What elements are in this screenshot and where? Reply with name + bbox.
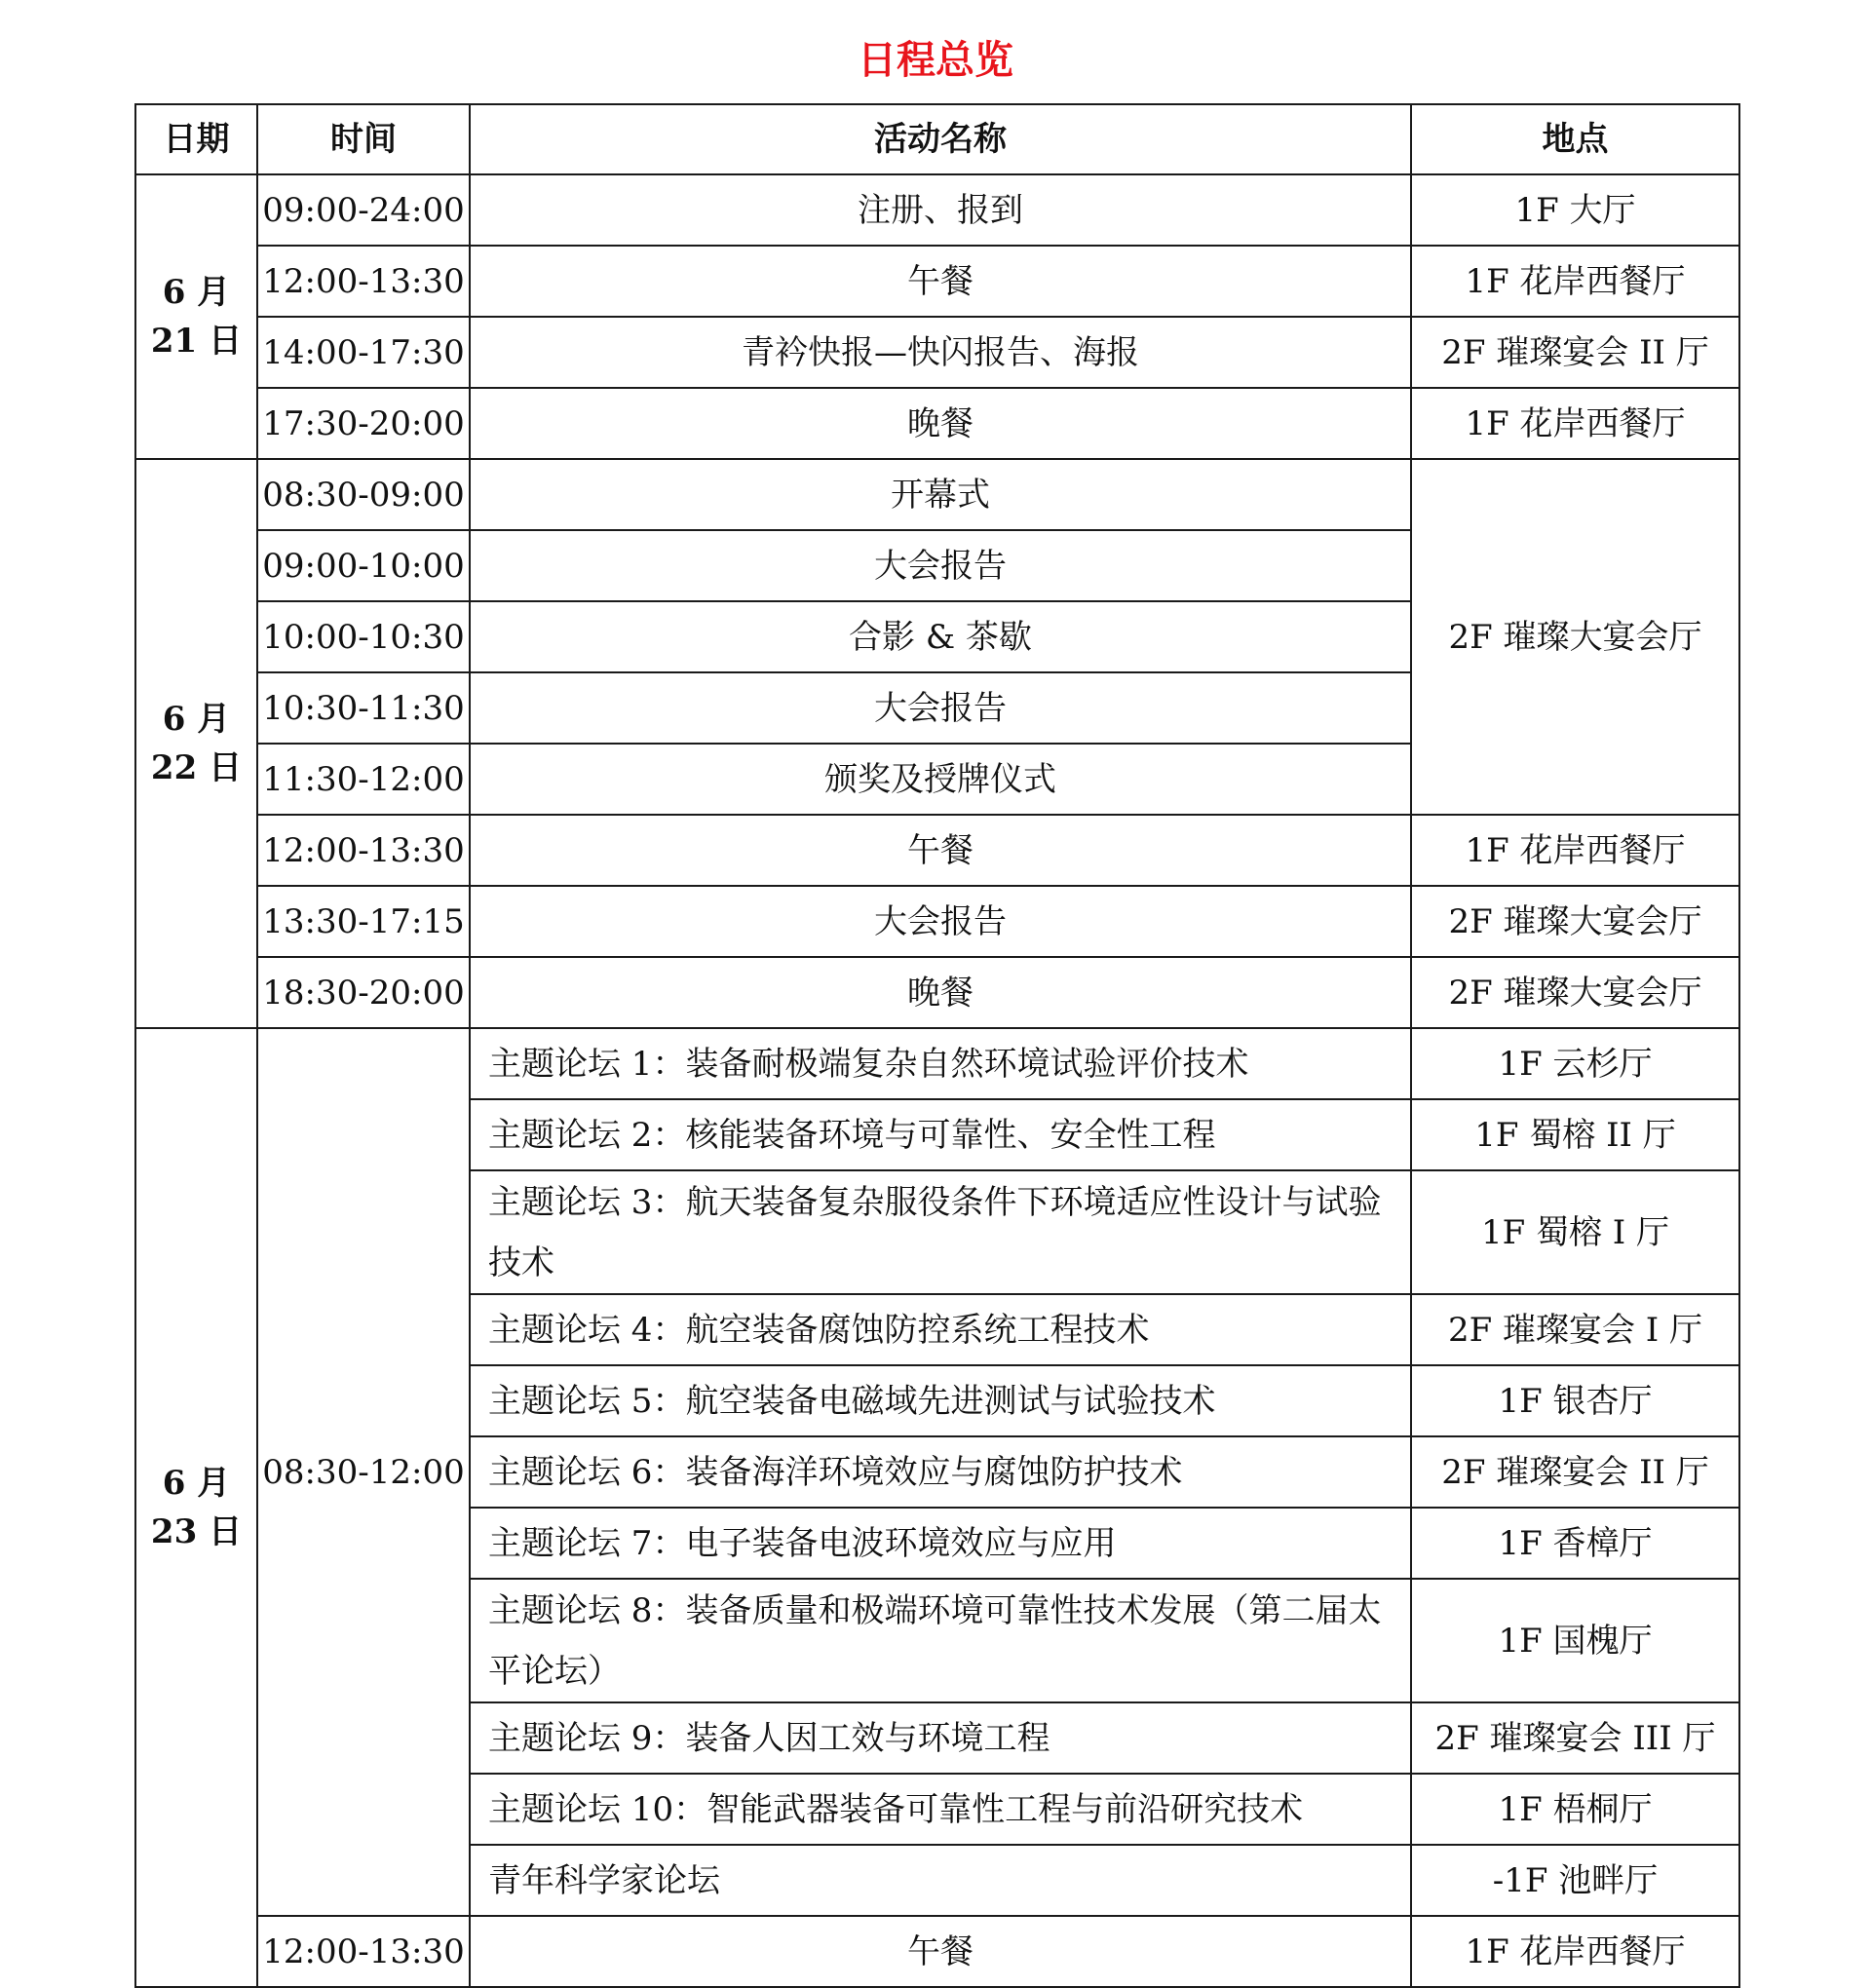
location-cell: 1F 大厅 xyxy=(1411,174,1739,246)
activity-cell: 晚餐 xyxy=(470,388,1411,459)
location-cell: 2F 璀璨宴会 I 厅 xyxy=(1411,1294,1739,1365)
activity-cell: 午餐 xyxy=(470,246,1411,317)
location-cell: 2F 璀璨宴会 II 厅 xyxy=(1411,317,1739,388)
time-cell: 14:00-17:30 xyxy=(257,317,470,388)
location-cell: 1F 银杏厅 xyxy=(1411,1365,1739,1436)
activity-cell: 主题论坛 1：装备耐极端复杂自然环境试验评价技术 xyxy=(470,1028,1411,1099)
date-month: 6 月 xyxy=(162,700,231,739)
date-cell-day2 xyxy=(135,459,257,1028)
location-cell: 2F 璀璨宴会 III 厅 xyxy=(1411,1702,1739,1774)
activity-cell: 午餐 xyxy=(470,1916,1411,1987)
activity-cell: 开幕式 xyxy=(470,459,1411,530)
table-row xyxy=(135,174,1739,246)
activity-cell: 主题论坛 9：装备人因工效与环境工程 xyxy=(470,1702,1411,1774)
header-time: 时间 xyxy=(257,104,470,174)
table-row xyxy=(135,886,1739,957)
time-cell: 08:30-12:00 xyxy=(257,1028,470,1916)
activity-cell: 大会报告 xyxy=(470,672,1411,744)
table-row xyxy=(135,317,1739,388)
location-cell: 1F 花岸西餐厅 xyxy=(1411,388,1739,459)
location-cell: 1F 云杉厅 xyxy=(1411,1028,1739,1099)
time-cell: 17:30-20:00 xyxy=(257,388,470,459)
date-day: 22 日 xyxy=(150,748,243,787)
time-cell: 10:00-10:30 xyxy=(257,601,470,672)
activity-cell: 青衿快报—快闪报告、海报 xyxy=(470,317,1411,388)
date-day: 23 日 xyxy=(150,1512,243,1551)
time-cell: 12:00-13:30 xyxy=(257,246,470,317)
location-cell: 1F 蜀榕 I 厅 xyxy=(1411,1170,1739,1294)
time-cell: 08:30-09:00 xyxy=(257,459,470,530)
activity-cell: 主题论坛 5：航空装备电磁域先进测试与试验技术 xyxy=(470,1365,1411,1436)
activity-cell: 主题论坛 2：核能装备环境与可靠性、安全性工程 xyxy=(470,1099,1411,1170)
table-row xyxy=(135,1916,1739,1987)
activity-cell: 大会报告 xyxy=(470,530,1411,601)
time-cell: 11:30-12:00 xyxy=(257,744,470,815)
location-cell: 1F 花岸西餐厅 xyxy=(1411,1916,1739,1987)
activity-cell: 午餐 xyxy=(470,815,1411,886)
table-row xyxy=(135,459,1739,530)
activity-cell: 青年科学家论坛 xyxy=(470,1845,1411,1916)
table-row xyxy=(135,246,1739,317)
table-row xyxy=(135,815,1739,886)
time-cell: 12:00-13:30 xyxy=(257,815,470,886)
header-location: 地点 xyxy=(1411,104,1739,174)
location-cell: 2F 璀璨宴会 II 厅 xyxy=(1411,1436,1739,1508)
time-cell: 09:00-24:00 xyxy=(257,174,470,246)
location-cell: 1F 蜀榕 II 厅 xyxy=(1411,1099,1739,1170)
location-cell: 2F 璀璨大宴会厅 xyxy=(1411,886,1739,957)
time-cell: 13:30-17:15 xyxy=(257,886,470,957)
table-row xyxy=(135,1028,1739,1099)
activity-cell: 晚餐 xyxy=(470,957,1411,1028)
time-cell: 12:00-13:30 xyxy=(257,1916,470,1987)
location-cell: 1F 梧桐厅 xyxy=(1411,1774,1739,1845)
location-cell: 2F 璀璨大宴会厅 xyxy=(1411,957,1739,1028)
date-month: 6 月 xyxy=(162,1464,231,1503)
activity-cell: 主题论坛 10：智能武器装备可靠性工程与前沿研究技术 xyxy=(470,1774,1411,1845)
header-date: 日期 xyxy=(135,104,257,174)
date-cell-day1 xyxy=(135,174,257,459)
activity-cell: 主题论坛 7：电子装备电波环境效应与应用 xyxy=(470,1508,1411,1579)
activity-cell: 主题论坛 4：航空装备腐蚀防控系统工程技术 xyxy=(470,1294,1411,1365)
location-cell: 1F 花岸西餐厅 xyxy=(1411,246,1739,317)
activity-cell: 主题论坛 8：装备质量和极端环境可靠性技术发展（第二届太平论坛） xyxy=(470,1579,1411,1702)
activity-cell: 合影 & 茶歇 xyxy=(470,601,1411,672)
activity-cell: 主题论坛 6：装备海洋环境效应与腐蚀防护技术 xyxy=(470,1436,1411,1508)
location-cell: -1F 池畔厅 xyxy=(1411,1845,1739,1916)
schedule-table xyxy=(134,103,1740,1988)
table-header-row xyxy=(135,104,1739,174)
location-cell: 1F 国槐厅 xyxy=(1411,1579,1739,1702)
activity-cell: 注册、报到 xyxy=(470,174,1411,246)
table-row xyxy=(135,957,1739,1028)
location-cell: 1F 香樟厅 xyxy=(1411,1508,1739,1579)
date-cell-day3 xyxy=(135,1028,257,1987)
activity-cell: 颁奖及授牌仪式 xyxy=(470,744,1411,815)
header-activity: 活动名称 xyxy=(470,104,1411,174)
date-month: 6 月 xyxy=(162,273,231,312)
time-cell: 10:30-11:30 xyxy=(257,672,470,744)
location-cell: 1F 花岸西餐厅 xyxy=(1411,815,1739,886)
activity-cell: 大会报告 xyxy=(470,886,1411,957)
location-cell: 2F 璀璨大宴会厅 xyxy=(1411,459,1739,815)
page-title: 日程总览 xyxy=(858,38,1013,83)
date-day: 21 日 xyxy=(150,322,243,361)
table-row xyxy=(135,388,1739,459)
time-cell: 09:00-10:00 xyxy=(257,530,470,601)
time-cell: 18:30-20:00 xyxy=(257,957,470,1028)
activity-cell: 主题论坛 3：航天装备复杂服役条件下环境适应性设计与试验技术 xyxy=(470,1170,1411,1294)
